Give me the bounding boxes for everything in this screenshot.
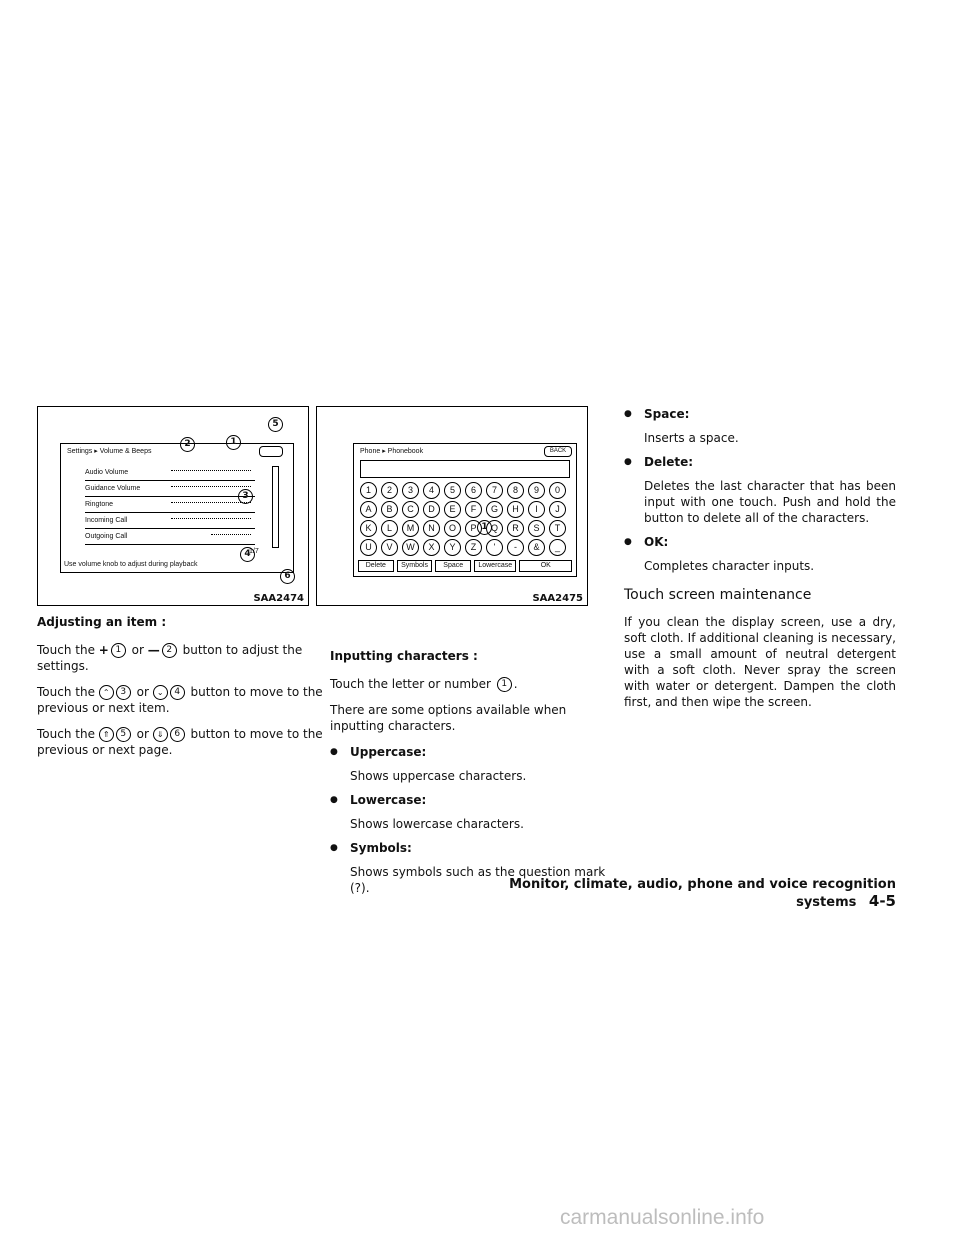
double-chevron-down-icon: ⇓: [153, 727, 168, 742]
option-space: ● Space:: [624, 406, 896, 422]
volume-sliders: [171, 470, 261, 550]
key-2-2[interactable]: M: [402, 520, 419, 537]
option-uppercase: ● Uppercase:: [330, 744, 620, 760]
list-item[interactable]: Guidance Volume: [85, 482, 255, 497]
keyboard-buttons: [358, 560, 572, 572]
column-inputting: [330, 648, 620, 896]
figure-volume-beeps: [37, 406, 309, 606]
key-0-8[interactable]: 9: [528, 482, 545, 499]
option-lowercase: ● Lowercase:: [330, 792, 620, 808]
text-input[interactable]: [360, 460, 570, 478]
hint-text: Use volume knob to adjust during playback: [64, 561, 198, 568]
key-0-7[interactable]: 8: [507, 482, 524, 499]
key-2-0[interactable]: K: [360, 520, 377, 537]
paragraph-touch-letter: Touch the letter or number 1 .: [330, 677, 518, 691]
back-button[interactable]: [259, 446, 283, 457]
breadcrumb: Settings ▸ Volume & Beeps: [67, 448, 152, 455]
breadcrumb-settings: Settings: [67, 448, 93, 455]
watermark: carmanualsonline.info: [560, 1206, 765, 1229]
key-2-3[interactable]: N: [423, 520, 440, 537]
key-1-4[interactable]: E: [444, 501, 461, 518]
page-number: 4-5: [868, 892, 896, 910]
key-3-5[interactable]: Z: [465, 539, 482, 556]
keyboard: [360, 482, 570, 562]
key-3-8[interactable]: &: [528, 539, 545, 556]
key-2-5[interactable]: P: [465, 520, 482, 537]
callout-2-icon: 2: [162, 643, 177, 658]
breadcrumb-phone: Phone: [360, 448, 381, 455]
option-ok-desc: Completes character inputs.: [644, 559, 815, 573]
scrollbar[interactable]: [272, 466, 279, 548]
back-button[interactable]: BACK: [544, 446, 572, 457]
ok-button[interactable]: OK: [519, 560, 572, 572]
key-0-1[interactable]: 2: [381, 482, 398, 499]
option-space-desc: Inserts a space.: [644, 431, 739, 445]
paragraph-options: There are some options available when inputting characters.: [330, 703, 567, 733]
figure-phonebook: [316, 406, 588, 606]
list-item[interactable]: Incoming Call: [85, 514, 255, 529]
key-0-5[interactable]: 6: [465, 482, 482, 499]
key-1-0[interactable]: A: [360, 501, 377, 518]
chevron-down-icon: ⌄: [153, 685, 168, 700]
page-indicator: 1/7: [249, 548, 259, 555]
footer-title: Monitor, climate, audio, phone and voice recognition systems: [509, 877, 896, 910]
callout-5: 5: [266, 417, 285, 432]
key-3-2[interactable]: W: [402, 539, 419, 556]
key-0-3[interactable]: 4: [423, 482, 440, 499]
option-ok: ● OK:: [624, 534, 896, 550]
list-item[interactable]: Outgoing Call: [85, 530, 255, 545]
page-footer: [460, 877, 896, 910]
key-3-7[interactable]: -: [507, 539, 524, 556]
callout-1-icon: 1: [497, 677, 512, 692]
breadcrumb-phonebook: Phonebook: [387, 448, 424, 455]
key-1-6[interactable]: G: [486, 501, 503, 518]
delete-button[interactable]: Delete: [358, 560, 394, 572]
breadcrumb: Phone ▸ Phonebook: [360, 448, 424, 455]
list-item[interactable]: Audio Volume: [85, 466, 255, 481]
column-adjusting: [37, 614, 327, 758]
section-body-maintenance: If you clean the display screen, use a dry, soft cloth. If additional cleaning is necessary, use a small amount of neutral detergent with a soft cloth. Never spray the screen with water or detergent. Dampen the cloth first, and then wipe the screen.: [624, 615, 896, 709]
space-button[interactable]: Space: [435, 560, 471, 572]
key-3-1[interactable]: V: [381, 539, 398, 556]
key-2-4[interactable]: O: [444, 520, 461, 537]
key-2-6[interactable]: Q: [486, 520, 503, 537]
callout-1: 1: [224, 435, 243, 450]
lowercase-button[interactable]: Lowercase: [474, 560, 516, 572]
list-item[interactable]: Ringtone: [85, 498, 255, 513]
heading-inputting: Inputting characters :: [330, 649, 478, 663]
option-lowercase-desc: Shows lowercase characters.: [350, 817, 524, 831]
key-0-9[interactable]: 0: [549, 482, 566, 499]
key-0-0[interactable]: 1: [360, 482, 377, 499]
option-delete-desc: Deletes the last character that has been input with one touch. Push and hold the button to delete all of the characters.: [644, 479, 896, 525]
key-3-3[interactable]: X: [423, 539, 440, 556]
callout-6: 6: [278, 569, 297, 584]
section-title-maintenance: Touch screen maintenance: [624, 587, 812, 603]
key-1-1[interactable]: B: [381, 501, 398, 518]
callout-6-icon: 6: [170, 727, 185, 742]
key-3-9[interactable]: _: [549, 539, 566, 556]
key-0-4[interactable]: 5: [444, 482, 461, 499]
paragraph-prev-next-item: Touch the ⌃ 3 or ⌄ 4 button to move to the previous or next item.: [37, 685, 323, 715]
key-2-1[interactable]: L: [381, 520, 398, 537]
key-2-9[interactable]: T: [549, 520, 566, 537]
callout-3: 3: [236, 489, 255, 504]
key-1-7[interactable]: H: [507, 501, 524, 518]
paragraph-touch-plus-minus: Touch the + 1 or — 2 button to adjust the settings.: [37, 643, 303, 673]
symbols-button[interactable]: Symbols: [397, 560, 433, 572]
callout-4-icon: 4: [170, 685, 185, 700]
column-right: [624, 406, 896, 710]
key-1-5[interactable]: F: [465, 501, 482, 518]
option-uppercase-desc: Shows uppercase characters.: [350, 769, 527, 783]
heading-adjusting: Adjusting an item :: [37, 615, 167, 629]
key-3-6[interactable]: ': [486, 539, 503, 556]
settings-screen: [60, 443, 294, 573]
option-symbols: ● Symbols:: [330, 840, 620, 856]
callout-3-icon: 3: [116, 685, 131, 700]
callout-1-icon: 1: [111, 643, 126, 658]
option-symbols-desc: Shows symbols such as the question mark (?).: [350, 865, 606, 895]
figure-id: SAA2475: [532, 593, 583, 604]
option-list: [330, 744, 620, 896]
key-1-2[interactable]: C: [402, 501, 419, 518]
phonebook-screen: [353, 443, 577, 577]
callout-4: 4: [238, 547, 257, 562]
callout-2: 2: [178, 437, 197, 452]
key-1-9[interactable]: J: [549, 501, 566, 518]
breadcrumb-volume: Volume & Beeps: [99, 448, 152, 455]
key-1-8[interactable]: I: [528, 501, 545, 518]
chevron-up-icon: ⌃: [99, 685, 114, 700]
key-1-3[interactable]: D: [423, 501, 440, 518]
key-3-0[interactable]: U: [360, 539, 377, 556]
callout-5-icon: 5: [116, 727, 131, 742]
key-3-4[interactable]: Y: [444, 539, 461, 556]
key-2-8[interactable]: S: [528, 520, 545, 537]
key-0-6[interactable]: 7: [486, 482, 503, 499]
key-0-2[interactable]: 3: [402, 482, 419, 499]
key-2-7[interactable]: R: [507, 520, 524, 537]
double-chevron-up-icon: ⇑: [99, 727, 114, 742]
callout-1: 1: [475, 517, 494, 536]
paragraph-prev-next-page: Touch the ⇑ 5 or ⇓ 6 button to move to the previous or next page.: [37, 727, 323, 757]
figure-id: SAA2474: [253, 593, 304, 604]
option-delete: ● Delete:: [624, 454, 896, 470]
